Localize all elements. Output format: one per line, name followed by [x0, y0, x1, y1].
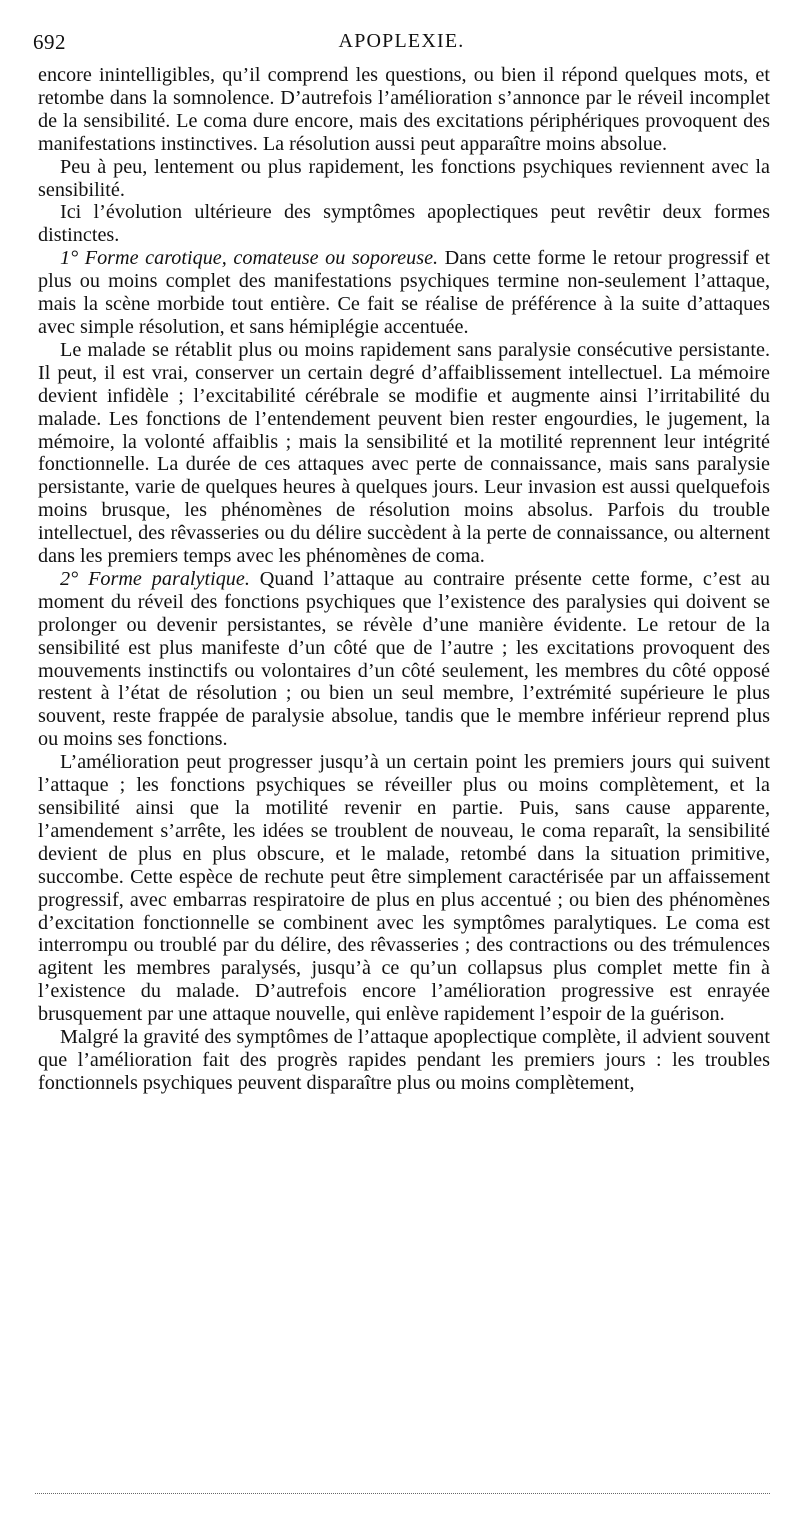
section-heading-paralytique: 2° Forme paralytique.	[60, 567, 250, 590]
paragraph	[38, 1026, 770, 1095]
paragraph	[38, 201, 770, 247]
paragraph-text: encore inintelligibles, qu’il comprend les questions, ou bien il répond quelques mots, et retombe dans la somnolence. D’autrefois l’amélioration s’annonce par le réveil incomplet de la sensibilité. Le coma dure encore, mais des excitations périphériques provoquent des manifestations instinctives. La résolution aussi peut apparaître moins absolue.	[38, 64, 770, 155]
paragraph-text: Le malade se rétablit plus ou moins rapidement sans paralysie consécutive persistante. Il peut, il est vrai, conserver un certain degré d’affaiblissement intellectuel. La mémoire devient infidèle ; l’excitabilité cérébrale se modifie et augmente ainsi l’irritabilité du malade. Les fonctions de l’entendement peuvent bien rester engourdies, le jugement, la mémoire, la volonté affaiblis ; mais la sensibilité et la motilité reprennent leur intégrité fonctionnelle. La durée de ces attaques avec perte de connaissance, mais sans paralysie persistante, varie de quelques heures à quelques jours. Leur invasion est aussi quelquefois moins brusque, les phénomènes de résolution moins absolus. Parfois du trouble intellectuel, des rêvasseries ou du délire succèdent à la perte de connaissance, ou alternent dans les premiers temps avec les phénomènes de coma.	[38, 338, 770, 568]
page-header	[33, 30, 770, 56]
paragraph	[38, 339, 770, 568]
paragraph	[38, 64, 770, 156]
paragraph-text: Quand l’attaque au contraire présente cette forme, c’est au moment du réveil des fonctions psychiques que l’existence des paralysies qui doivent se prolonger ou devenir persistantes, se révèle d’une manière évidente. Le retour de la sensibilité est plus manifeste d’un côté que de l’autre ; les excitations provoquent des mouvements instinctifs ou volontaires d’un côté seulement, les membres du côté opposé restent à l’état de résolution ; ou bien un seul membre, l’extrémité supérieure le plus souvent, reste frappée de paralysie absolue, tandis que le membre inférieur reprend plus ou moins ses fonctions.	[38, 567, 770, 751]
paragraph-text: Dans cette forme le retour progressif et plus ou moins complet des manifestations psychiques termine non-seulement l’attaque, mais la scène morbide tout entière. Ce fait se réalise de préférence à la suite d’attaques avec simple résolution, et sans hémiplégie accentuée.	[38, 247, 770, 338]
body-text	[38, 64, 770, 1095]
paragraph-text: L’amélioration peut progresser jusqu’à un certain point les premiers jours qui suivent l’attaque ; les fonctions psychiques se réveiller plus ou moins complètement, et la sensibilité ainsi que la motilité revenir en partie. Puis, sans cause apparente, l’amendement s’arrête, les idées se troublent de nouveau, le coma reparaît, la sensibilité devient de plus en plus obscure, et le malade, retombé dans la situation primitive, succombe. Cette espèce de rechute peut être simplement caractérisée par un affaissement progressif, avec embarras respiratoire de plus en plus accentué ; ou bien des phénomènes d’excitation fonctionnelle se combinent avec les symptômes paralytiques. Le coma est interrompu ou troublé par du délire, des rêvasseries ; des contractions ou des trémulences agitent les membres paralysés, jusqu’à ce qu’un collapsus plus complet mette fin à l’existence du malade. D’autrefois encore l’amélioration progressive est enrayée brusquement par une attaque nouvelle, qui enlève rapidement l’espoir de la guérison.	[38, 751, 770, 1026]
paragraph-text: Malgré la gravité des symptômes de l’attaque apoplectique complète, il advient souvent que l’amélioration fait des progrès rapides pendant les premiers jours : les troubles fonctionnels psychiques peuvent disparaître plus ou moins complètement,	[38, 1026, 770, 1094]
running-title: APOPLEXIE.	[338, 30, 465, 52]
paragraph	[38, 568, 770, 751]
paragraph-text: Ici l’évolution ultérieure des symptômes apoplectiques peut revêtir deux formes distinctes.	[38, 201, 770, 247]
paragraph	[38, 156, 770, 202]
paragraph-text: Peu à peu, lentement ou plus rapidement, les fonctions psychiques reviennent avec la sensibilité.	[38, 155, 770, 201]
section-heading-carotique: 1° Forme carotique, comateuse ou soporeuse.	[60, 247, 439, 270]
footer-dotted-rule	[35, 1493, 770, 1494]
paragraph	[38, 247, 770, 339]
paragraph	[38, 751, 770, 1026]
page-number: 692	[33, 30, 66, 54]
